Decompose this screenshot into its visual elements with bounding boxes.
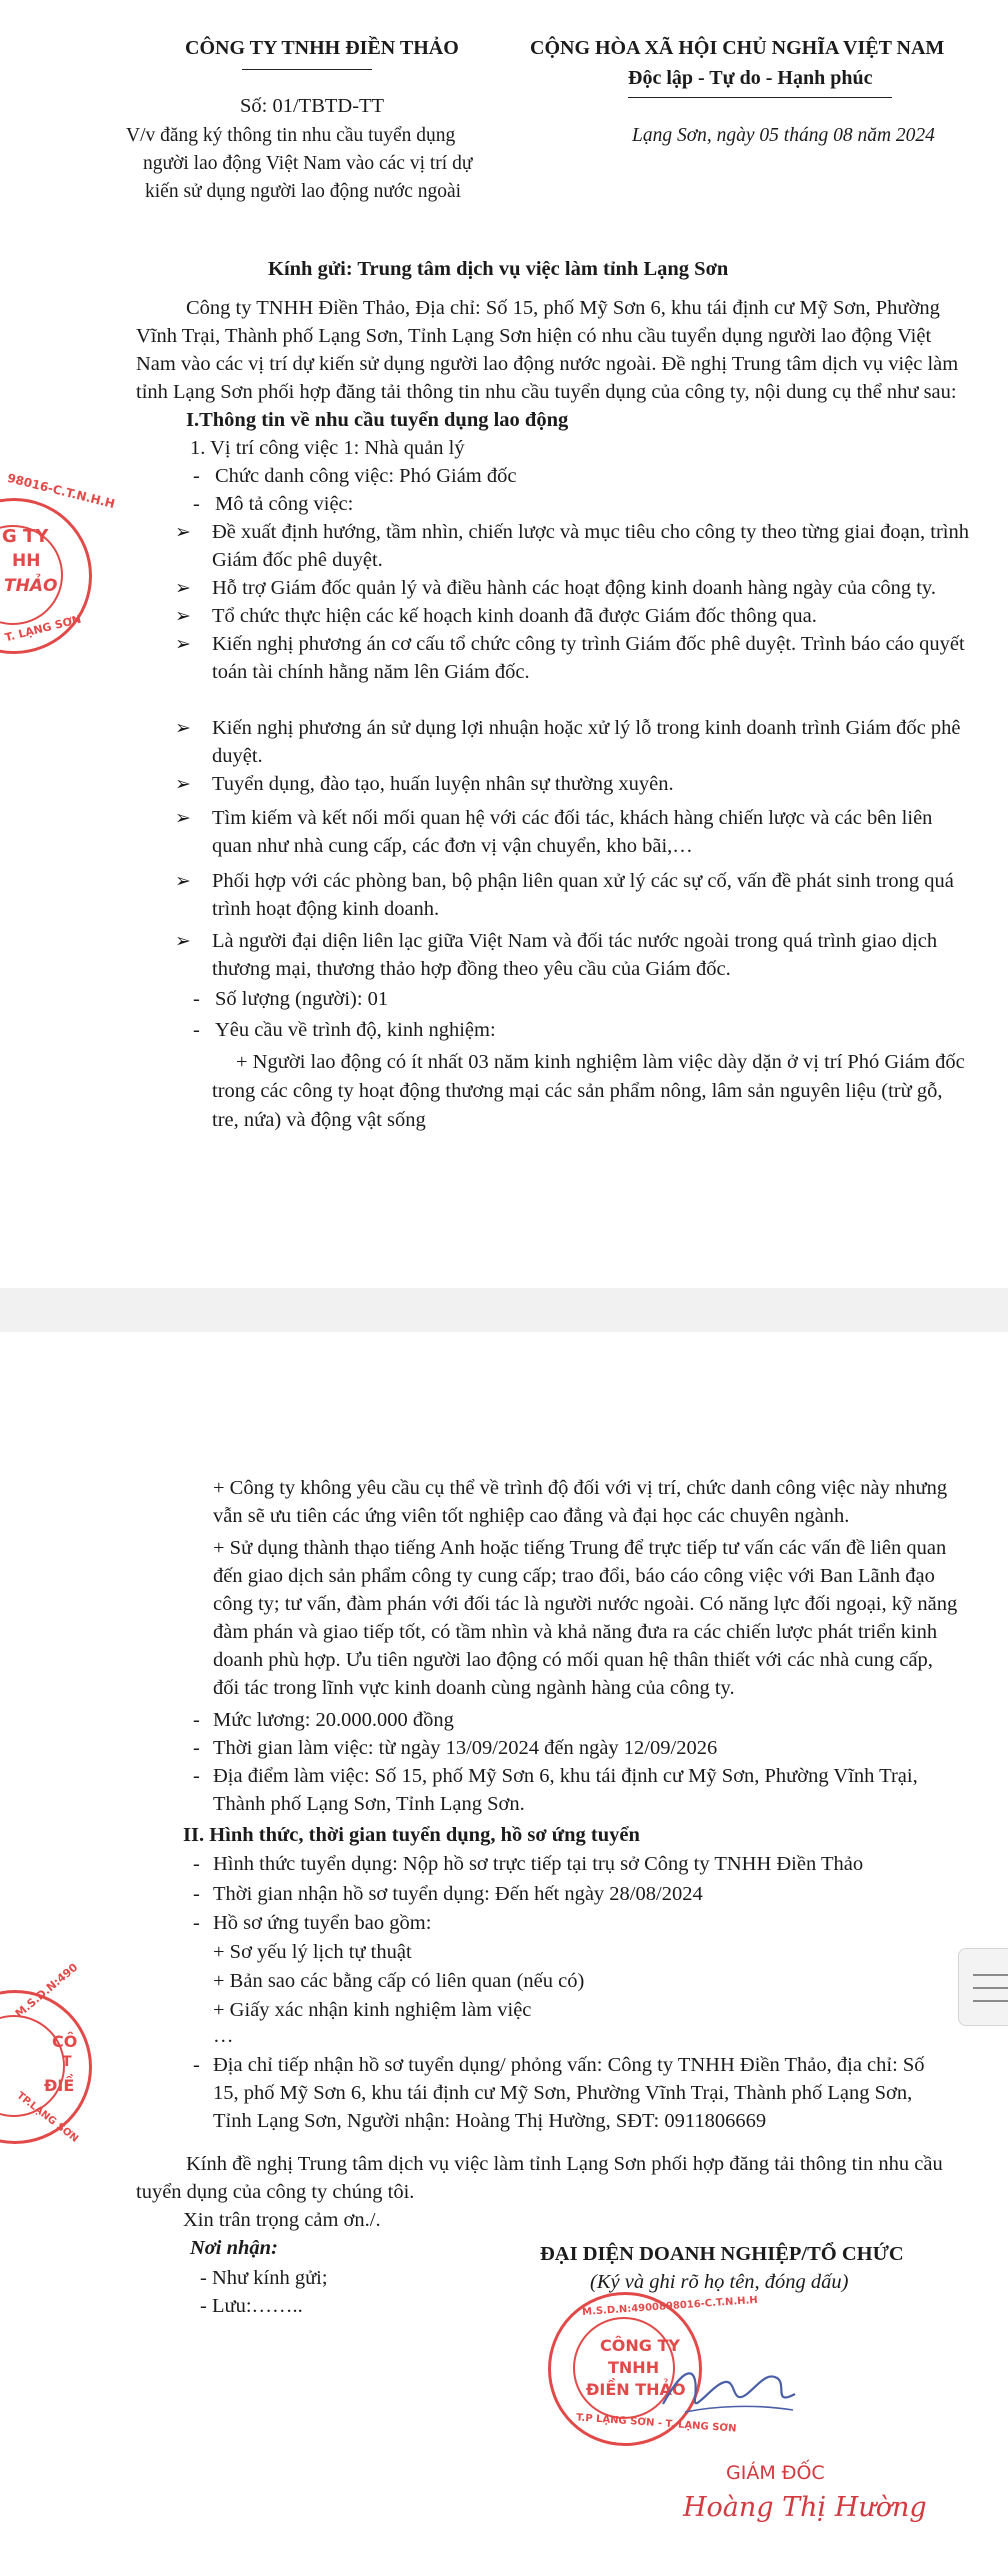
document-subject-line-2: người lao động Việt Nam vào các vị trí dự bbox=[143, 153, 473, 174]
task-1-line-2: Giám đốc phê duyệt. bbox=[212, 549, 383, 571]
arrow-bullet-icon: ➢ bbox=[175, 606, 191, 627]
task-7-line-1: Tìm kiếm và kết nối mối quan hệ với các đối tác, khách hàng chiến lược và các bên liên bbox=[212, 807, 933, 829]
contact-line-3: Tỉnh Lạng Sơn, Người nhận: Hoàng Thị Hường, SĐT: 0911806669 bbox=[213, 2110, 767, 2132]
arrow-bullet-icon: ➢ bbox=[175, 774, 191, 795]
requirement-3-line-6: đối tác trong lĩnh vực kinh doanh cùng ngành hàng của công ty. bbox=[213, 1677, 735, 1699]
application-doc-item: … bbox=[213, 2025, 234, 2047]
quantity: Số lượng (người): 01 bbox=[215, 988, 389, 1010]
requirement-3-line-4: đàm phán và giao tiếp tốt, có tầm nhìn và khả năng đưa ra các chiến lược phát triển kinh bbox=[213, 1621, 938, 1643]
requirement-1-line-1: + Người lao động có ít nhất 03 năm kinh nghiệm làm việc dày dặn ở vị trí Phó Giám đốc bbox=[236, 1051, 965, 1073]
dash-marker: - bbox=[193, 988, 200, 1010]
seal-text: TNHH bbox=[608, 2358, 660, 2377]
arrow-bullet-icon: ➢ bbox=[175, 522, 191, 543]
contact-line-2: 15, phố Mỹ Sơn 6, khu tái định cư Mỹ Sơn, Phường Vĩnh Trại, Thành phố Lạng Sơn, bbox=[213, 2082, 913, 2104]
seal-ring-text: TP.LẠNG SƠN bbox=[14, 2090, 81, 2145]
seal-text: G TY bbox=[2, 526, 49, 547]
intro-line-4: tỉnh Lạng Sơn phối hợp đăng tải thông tin nhu cầu tuyển dụng của công ty, nội dung cụ thể như sau: bbox=[136, 381, 957, 403]
application-doc-item: + Sơ yếu lý lịch tự thuật bbox=[213, 1941, 412, 1963]
requirement-2-line-1: + Công ty không yêu cầu cụ thể về trình độ đối với vị trí, chức danh công việc này nhưng bbox=[213, 1477, 948, 1499]
arrow-bullet-icon: ➢ bbox=[175, 578, 191, 599]
task-3: Tổ chức thực hiện các kế hoạch kinh doanh đã được Giám đốc thông qua. bbox=[212, 605, 817, 627]
document-date: Lạng Sơn, ngày 05 tháng 08 năm 2024 bbox=[632, 125, 935, 146]
requirement-1-line-2: trong các công ty hoạt động thương mại các sản phẩm nông, lâm sản nguyên liệu (trừ gỗ, bbox=[212, 1080, 943, 1102]
seal-ring-text: M.S.D.N:490 bbox=[12, 1960, 81, 2021]
seal-ring-text: M.S.D.N:4900898016-C.T.N.H.H bbox=[581, 2294, 759, 2319]
task-9-line-1: Là người đại diện liên lạc giữa Việt Nam và đối tác nước ngoài trong quá trình giao dịch bbox=[212, 930, 938, 952]
task-7-line-2: quan như nhà cung cấp, các đơn vị vận chuyển, kho bãi,… bbox=[212, 835, 693, 857]
recruitment-form: Hình thức tuyển dụng: Nộp hồ sơ trực tiếp tại trụ sở Công ty TNHH Điền Thảo bbox=[213, 1853, 864, 1875]
contact-line-1: Địa chỉ tiếp nhận hồ sơ tuyển dụng/ phỏng vấn: Công ty TNHH Điền Thảo, địa chỉ: Số bbox=[213, 2054, 925, 2076]
task-5-line-1: Kiến nghị phương án sử dụng lợi nhuận hoặc xử lý lỗ trong kinh doanh trình Giám đốc phê bbox=[212, 717, 961, 739]
recipient-2: - Lưu:…….. bbox=[200, 2295, 303, 2317]
intro-line-1: Công ty TNHH Điền Thảo, Địa chỉ: Số 15, phố Mỹ Sơn 6, khu tái định cư Mỹ Sơn, Phường bbox=[186, 297, 940, 319]
task-6: Tuyển dụng, đào tạo, huấn luyện nhân sự thường xuyên. bbox=[212, 773, 674, 795]
seal-text: CÔNG TY bbox=[600, 2336, 680, 2355]
signature-scribble bbox=[655, 2344, 805, 2434]
representative-note: (Ký và ghi rõ họ tên, đóng dấu) bbox=[590, 2271, 849, 2293]
company-name: CÔNG TY TNHH ĐIỀN THẢO bbox=[185, 37, 459, 59]
hamburger-menu-button[interactable] bbox=[958, 1948, 1008, 2026]
document-page-2 bbox=[0, 1332, 1008, 2560]
dash-marker: - bbox=[193, 1853, 200, 1875]
dash-marker: - bbox=[193, 2054, 200, 2076]
dash-marker: - bbox=[193, 465, 200, 487]
dash-marker: - bbox=[193, 1737, 200, 1759]
requirement-3-line-5: doanh phù hợp. Ưu tiên người lao động có mối quan hệ thân thiết với các nhà cung cấp, bbox=[213, 1649, 933, 1671]
work-period: Thời gian làm việc: từ ngày 13/09/2024 đến ngày 12/09/2026 bbox=[213, 1737, 718, 1759]
task-5-line-2: duyệt. bbox=[212, 745, 263, 767]
recipients-label: Nơi nhận: bbox=[190, 2237, 278, 2259]
dash-marker: - bbox=[193, 1912, 200, 1934]
seal-text: ĐIỀN THẢO bbox=[586, 2380, 686, 2399]
task-2: Hỗ trợ Giám đốc quản lý và điều hành các hoạt động kinh doanh hàng ngày của công ty. bbox=[212, 577, 936, 599]
task-8-line-1: Phối hợp với các phòng ban, bộ phận liên quan xử lý các sự cố, vấn đề phát sinh trong quá bbox=[212, 870, 954, 892]
document-subject-line-1: V/v đăng ký thông tin nhu cầu tuyển dụng bbox=[126, 125, 456, 146]
intro-line-2: Vĩnh Trại, Thành phố Lạng Sơn, Tỉnh Lạng Sơn hiện có nhu cầu tuyển dụng người lao động Việt bbox=[136, 325, 932, 347]
arrow-bullet-icon: ➢ bbox=[175, 808, 191, 829]
seal-text: CÔ bbox=[52, 2032, 78, 2051]
arrow-bullet-icon: ➢ bbox=[175, 871, 191, 892]
requirement-1-line-3: tre, nứa) và động vật sống bbox=[212, 1109, 426, 1131]
task-4-line-2: toán tài chính hằng năm lên Giám đốc. bbox=[212, 661, 530, 683]
job-title: Chức danh công việc: Phó Giám đốc bbox=[215, 465, 517, 487]
dash-marker: - bbox=[193, 1709, 200, 1731]
dash-marker: - bbox=[193, 493, 200, 515]
dash-marker: - bbox=[193, 1765, 200, 1787]
seal-text: T bbox=[62, 2054, 72, 2070]
seal-text: ĐIỀ bbox=[44, 2076, 75, 2095]
section-2-title: II. Hình thức, thời gian tuyển dụng, hồ sơ ứng tuyển bbox=[183, 1824, 640, 1846]
application-doc-item: + Giấy xác nhận kinh nghiệm làm việc bbox=[213, 1999, 532, 2021]
dash-marker: - bbox=[193, 1019, 200, 1041]
hamburger-menu-icon bbox=[973, 1974, 1008, 1976]
arrow-bullet-icon: ➢ bbox=[175, 931, 191, 952]
document-subject-line-3: kiến sử dụng người lao động nước ngoài bbox=[145, 181, 462, 202]
arrow-bullet-icon: ➢ bbox=[175, 634, 191, 655]
requirement-3-line-3: công ty; tư vấn, đàm phán với đối tác là người nước ngoài. Có năng lực đối ngoại, kỹ năng bbox=[213, 1593, 958, 1615]
seal-text: THẢO bbox=[4, 576, 58, 596]
closing-request-line-2: tuyển dụng của công ty chúng tôi. bbox=[136, 2181, 415, 2203]
job-position-1: 1. Vị trí công việc 1: Nhà quản lý bbox=[190, 437, 465, 459]
dash-marker: - bbox=[193, 1883, 200, 1905]
salary: Mức lương: 20.000.000 đồng bbox=[213, 1709, 454, 1731]
requirement-3-line-2: đến giao dịch sản phẩm công ty cung cấp; trao đổi, báo cáo công việc với Ban Lãnh đạo bbox=[213, 1565, 935, 1587]
signer-position: GIÁM ĐỐC bbox=[726, 2462, 825, 2484]
requirement-2-line-2: vẫn sẽ ưu tiên các ứng viên tốt nghiệp cao đẳng và đại học các chuyên ngành. bbox=[213, 1505, 850, 1527]
document-number: Số: 01/TBTD-TT bbox=[240, 95, 385, 117]
recipient-1: - Như kính gửi; bbox=[200, 2267, 328, 2289]
task-4-line-1: Kiến nghị phương án cơ cấu tổ chức công ty trình Giám đốc phê duyệt. Trình báo cáo quyết bbox=[212, 633, 965, 655]
task-9-line-2: thương mại, thương thảo hợp đồng theo yêu cầu của Giám đốc. bbox=[212, 958, 731, 980]
hamburger-menu-icon bbox=[973, 1987, 1008, 1989]
requirement-3-line-1: + Sử dụng thành thạo tiếng Anh hoặc tiếng Trung để trực tiếp tư vấn các vấn đề liên quan bbox=[213, 1537, 947, 1559]
intro-line-3: Nam vào các vị trí dự kiến sử dụng người lao động nước ngoài. Đề nghị Trung tâm dịch vụ việc làm bbox=[136, 353, 959, 375]
application-doc-item: + Bản sao các bằng cấp có liên quan (nếu có) bbox=[213, 1970, 585, 1992]
closing-request-line-1: Kính đề nghị Trung tâm dịch vụ việc làm tỉnh Lạng Sơn phối hợp đăng tải thông tin nhu cầu bbox=[186, 2153, 943, 2175]
work-location-line-2: Thành phố Lạng Sơn, Tỉnh Lạng Sơn. bbox=[213, 1793, 525, 1815]
job-description-label: Mô tả công việc: bbox=[215, 493, 354, 515]
work-location-line-1: Địa điểm làm việc: Số 15, phố Mỹ Sơn 6, khu tái định cư Mỹ Sơn, Phường Vĩnh Trại, bbox=[213, 1765, 918, 1787]
addressee: Kính gửi: Trung tâm dịch vụ việc làm tỉnh Lạng Sơn bbox=[268, 258, 729, 280]
national-motto: Độc lập - Tự do - Hạnh phúc bbox=[628, 67, 873, 89]
company-underline bbox=[242, 69, 372, 70]
arrow-bullet-icon: ➢ bbox=[175, 718, 191, 739]
page-separator bbox=[0, 1288, 1008, 1332]
application-docs-label: Hồ sơ ứng tuyển bao gồm: bbox=[213, 1912, 432, 1934]
seal-ring-text: 98016-C.T.N.H.H bbox=[5, 470, 117, 512]
seal-ring-text: T. LẠNG SƠN bbox=[3, 612, 83, 645]
signer-name: Hoàng Thị Hường bbox=[683, 2492, 927, 2523]
motto-underline bbox=[628, 97, 892, 98]
section-1-title: I.Thông tin về nhu cầu tuyển dụng lao động bbox=[186, 409, 569, 431]
application-deadline: Thời gian nhận hồ sơ tuyển dụng: Đến hết ngày 28/08/2024 bbox=[213, 1883, 703, 1905]
country-name: CỘNG HÒA XÃ HỘI CHỦ NGHĨA VIỆT NAM bbox=[530, 37, 945, 59]
task-1-line-1: Đề xuất định hướng, tầm nhìn, chiến lược và mục tiêu cho công ty theo từng giai đoạn, trình bbox=[212, 521, 969, 543]
requirements-label: Yêu cầu về trình độ, kinh nghiệm: bbox=[215, 1019, 496, 1041]
seal-text: HH bbox=[12, 551, 41, 571]
representative-title: ĐẠI DIỆN DOANH NGHIỆP/TỔ CHỨC bbox=[540, 2243, 904, 2265]
task-8-line-2: trình hoạt động kinh doanh. bbox=[212, 898, 440, 920]
hamburger-menu-icon bbox=[973, 2000, 1008, 2002]
thanks: Xin trân trọng cảm ơn./. bbox=[183, 2209, 381, 2231]
seal-ring-text: T.P LẠNG SƠN - T. LẠNG SƠN bbox=[575, 2412, 737, 2435]
